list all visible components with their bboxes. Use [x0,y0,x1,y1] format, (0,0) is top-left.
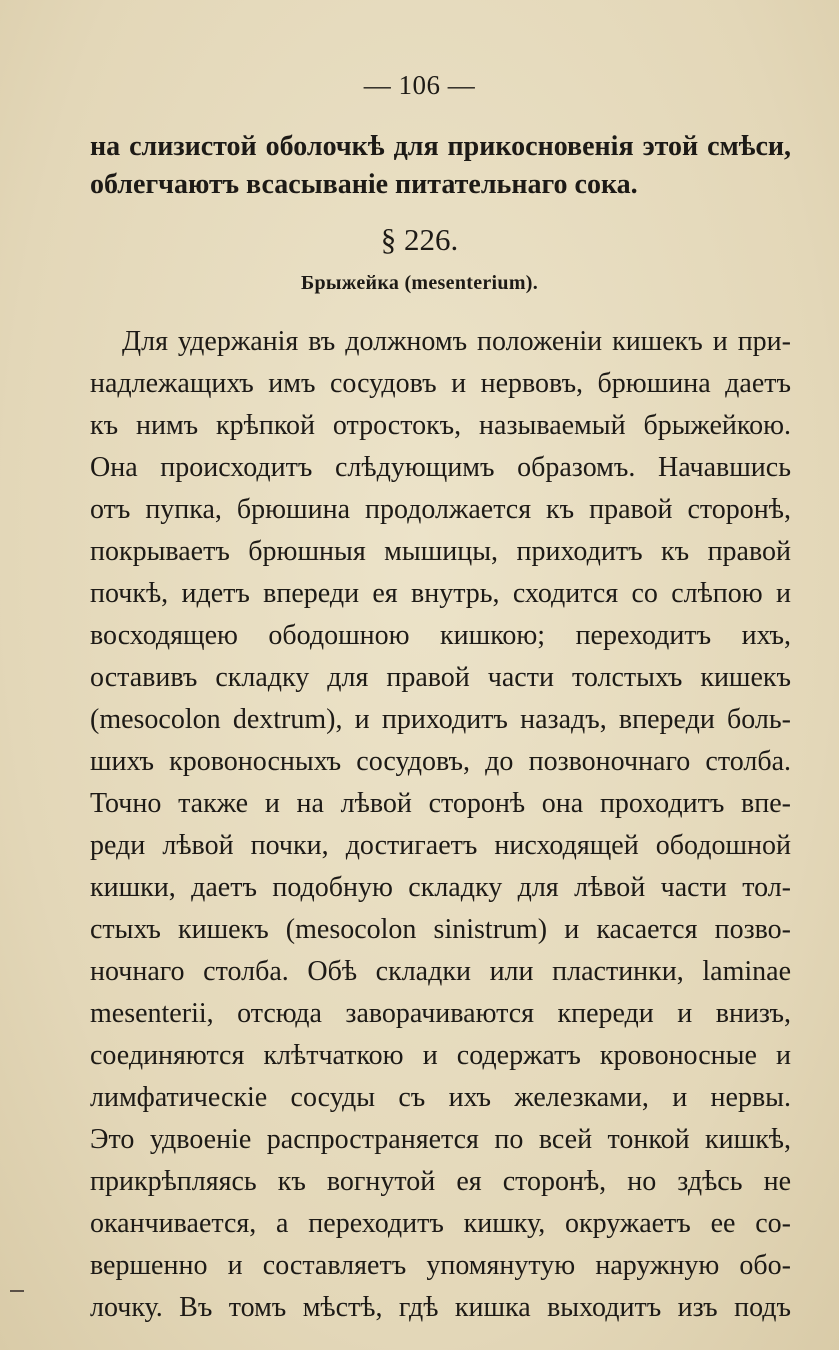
text-line: восходящею ободошною кишкою; переходитъ ихъ, [90,620,791,651]
text-line: Для удержанія въ должномъ положеніи кишекъ и при- [122,326,791,357]
text-line: лочку. Въ томъ мѣстѣ, гдѣ кишка выходитъ изъ подъ [90,1292,791,1323]
text-line: лимфатическіе сосуды съ ихъ железками, и нервы. [90,1082,791,1113]
text-line: шихъ кровоносныхъ сосудовъ, до позвоночнаго столба. [90,746,791,777]
text-line: Она происходитъ слѣдующимъ образомъ. Начавшись [90,452,791,483]
text-line: къ нимъ крѣпкой отростокъ, называемый брыжейкою. [90,410,791,441]
text-line: соединяются клѣтчаткою и содержатъ кровоносные и [90,1040,791,1071]
text-line: Это удвоеніе распространяется по всей тонкой кишкѣ, [90,1124,791,1155]
section-title: Брыжейка (mesenterium). [300,272,539,294]
text-line: реди лѣвой почки, достигаетъ нисходящей ободошной [90,830,791,861]
text-line: (mesocolon dextrum), и приходитъ назадъ, впереди боль- [90,704,791,735]
section-number: § 226. [380,222,459,257]
text-line: облегчаютъ всасываніе питательнаго сока. [90,169,638,200]
text-line: покрываетъ брюшныя мышицы, приходитъ къ правой [90,536,791,567]
text-line: стыхъ кишекъ (mesocolon sinistrum) и касается позво- [90,914,791,945]
text-line: почкѣ, идетъ впереди ея внутрь, сходится со слѣпою и [90,578,791,609]
text-line: надлежащихъ имъ сосудовъ и нервовъ, брюшина даетъ [90,368,791,399]
text-line: ночнаго столба. Обѣ складки или пластинки, laminae [90,956,791,987]
page-number: — 106 — [363,70,476,100]
text-line: вершенно и составляетъ упомянутую наружную обо- [90,1250,791,1281]
text-line: оставивъ складку для правой части толстыхъ кишекъ [90,662,791,693]
text-line: на слизистой оболочкѣ для прикосновенія этой смѣси, [90,131,791,162]
text-line: отъ пупка, брюшина продолжается къ правой сторонѣ, [90,494,791,525]
page-edge-mark [10,1290,24,1292]
text-line: кишки, даетъ подобную складку для лѣвой части тол- [90,872,791,903]
text-line: Точно также и на лѣвой сторонѣ она проходитъ впе- [90,788,791,819]
text-line: mesenterii, отсюда заворачиваются кпереди и внизъ, [90,998,791,1029]
text-line: прикрѣпляясь къ вогнутой ея сторонѣ, но здѣсь не [90,1166,791,1197]
text-line: оканчивается, а переходитъ кишку, окружаетъ ее со- [90,1208,791,1239]
